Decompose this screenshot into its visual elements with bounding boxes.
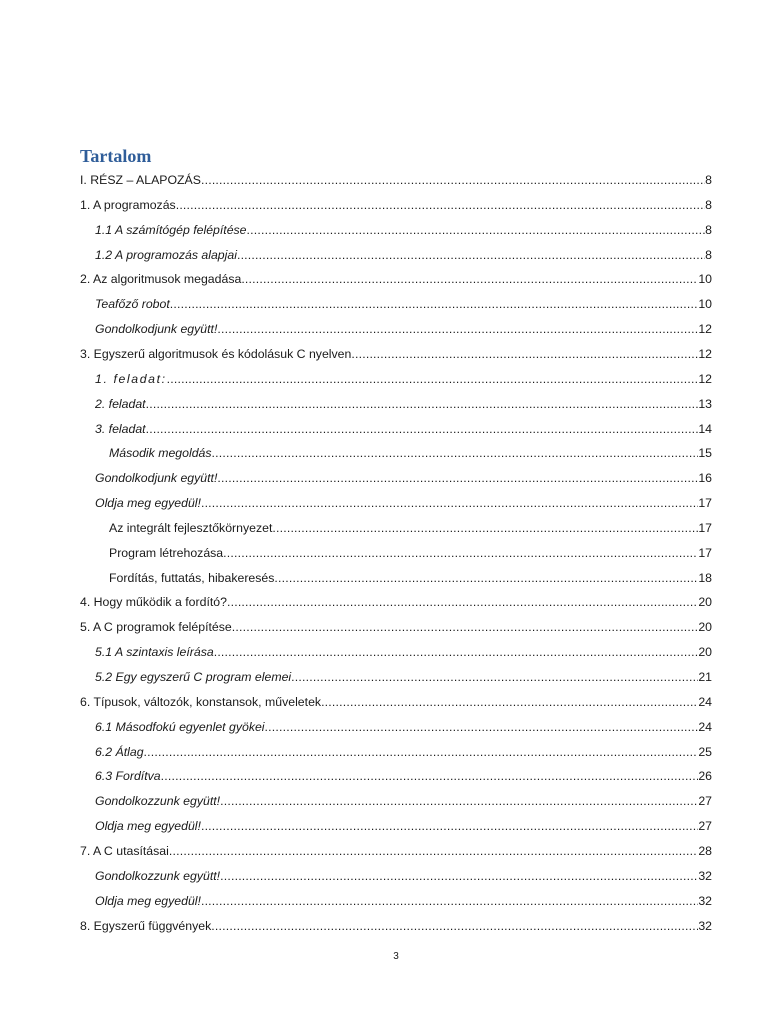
toc-entry-page: 20 (698, 620, 712, 635)
toc-entry-label: 5. A C programok felépítése (80, 620, 232, 635)
toc-entry-page: 8 (705, 173, 712, 187)
toc-dot-leader (212, 445, 699, 461)
toc-entry[interactable] (95, 243, 712, 263)
toc-entry-page: 27 (698, 794, 712, 809)
toc-entry[interactable] (80, 590, 712, 610)
toc-entry[interactable] (80, 342, 712, 362)
toc-dot-leader (220, 868, 698, 884)
toc-entry[interactable] (95, 814, 712, 834)
toc-entry[interactable] (109, 441, 712, 461)
toc-entry[interactable] (95, 764, 712, 784)
toc-entry-page: 20 (698, 595, 712, 610)
toc-entry-label: Oldja meg egyedül! (95, 819, 201, 834)
toc-entry-page: 27 (698, 819, 712, 834)
toc-dot-leader (223, 545, 698, 561)
toc-entry[interactable] (95, 789, 712, 809)
toc-entry[interactable] (95, 665, 712, 685)
toc-entry-page: 8 (705, 197, 712, 212)
toc-entry[interactable] (80, 914, 712, 934)
toc-entry-page: 8 (705, 222, 712, 237)
toc-entry[interactable] (95, 715, 712, 735)
toc-entry-page: 17 (698, 496, 712, 511)
toc-dot-leader (217, 470, 698, 486)
toc-entry-label: Fordítás, futtatás, hibakeresés (109, 570, 275, 585)
toc-dot-leader (265, 719, 699, 735)
toc-dot-leader (232, 619, 699, 635)
toc-entry-page: 25 (698, 744, 712, 759)
toc-entry-page: 32 (698, 918, 712, 933)
toc-entry-label: 6. Típusok, változók, konstansok, műveletek (80, 694, 322, 709)
toc-dot-leader (161, 768, 699, 784)
toc-dot-leader (211, 918, 698, 934)
toc-entry[interactable] (95, 491, 712, 511)
toc-dot-leader (144, 744, 699, 760)
toc-entry-label: 3. Egyszerű algoritmusok és kódolásuk C nyelven (80, 346, 352, 361)
toc-entry[interactable] (80, 168, 712, 188)
toc-entry-label: 1.1 A számítógép felépítése (95, 222, 247, 237)
toc-entry-page: 15 (698, 446, 712, 461)
toc-entry-page: 12 (698, 346, 712, 361)
toc-entry-label: 2. feladat (95, 396, 146, 411)
toc-entry-page: 18 (698, 570, 712, 585)
toc-entry[interactable] (80, 267, 712, 287)
toc-dot-leader (220, 793, 698, 809)
toc-entry-label: Gondolkozzunk együtt! (95, 868, 221, 883)
toc-dot-leader (214, 644, 699, 660)
toc-dot-leader (146, 396, 699, 412)
toc-dot-leader (321, 694, 698, 710)
toc-entry-page: 32 (698, 893, 712, 908)
toc-entry[interactable] (95, 218, 712, 238)
toc-entry-page: 14 (698, 421, 712, 436)
toc-entry-label: Teafőző robot (95, 297, 170, 312)
toc-entry-page: 32 (698, 868, 712, 883)
toc-entry[interactable] (109, 516, 712, 536)
toc-entry-label: 3. feladat (95, 421, 146, 436)
toc-entry-page: 24 (698, 694, 712, 709)
toc-dot-leader (201, 172, 705, 188)
toc-dot-leader (201, 495, 698, 511)
toc-dot-leader (201, 893, 698, 909)
toc-entry[interactable] (95, 640, 712, 660)
toc-entry-label: Gondolkozzunk együtt! (95, 794, 221, 809)
toc-entry-page: 20 (698, 645, 712, 660)
toc-dot-leader (247, 222, 706, 238)
page-number: 3 (393, 951, 399, 962)
toc-entry-page: 10 (698, 272, 712, 287)
toc-dot-leader (146, 421, 699, 437)
toc-entry-label: Gondolkodjunk együtt! (95, 322, 218, 337)
toc-entry-label: 6.3 Fordítva (95, 769, 161, 784)
toc-dot-leader (227, 594, 698, 610)
toc-entry-label: 5.1 A szintaxis leírása (95, 645, 214, 660)
toc-entry-label: Gondolkodjunk együtt! (95, 471, 218, 486)
toc-entry[interactable] (80, 690, 712, 710)
toc-dot-leader (201, 818, 698, 834)
toc-entry[interactable] (95, 864, 712, 884)
toc-entry-page: 28 (698, 843, 712, 858)
toc-entry[interactable] (95, 740, 712, 760)
toc-entry-label: Oldja meg egyedül! (95, 893, 201, 908)
toc-entry[interactable] (95, 367, 712, 387)
toc-entry-page: 17 (698, 520, 712, 535)
toc-entry-page: 12 (698, 322, 712, 337)
toc-dot-leader (169, 843, 698, 859)
toc-entry-label: I. RÉSZ – ALAPOZÁS (80, 173, 201, 187)
toc-entry[interactable] (80, 615, 712, 635)
toc-entry[interactable] (95, 317, 712, 337)
toc-entry-label: 1.2 A programozás alapjai (95, 247, 237, 262)
toc-entry-label: Program létrehozása (109, 545, 224, 560)
toc-entry[interactable] (95, 466, 712, 486)
toc-entry[interactable] (95, 889, 712, 909)
toc-entry-page: 10 (698, 297, 712, 312)
toc-entry-label: 8. Egyszerű függvények (80, 918, 212, 933)
toc-entry-page: 24 (698, 719, 712, 734)
toc-dot-leader (351, 346, 698, 362)
toc-entry-page: 8 (705, 247, 712, 262)
toc-entry-label: 5.2 Egy egyszerű C program elemei (95, 670, 292, 684)
toc-dot-leader (170, 296, 699, 312)
toc-dot-leader (241, 271, 698, 287)
toc-entry-page: 21 (698, 670, 712, 684)
toc-entry-page: 26 (698, 769, 712, 784)
toc-dot-leader (237, 247, 705, 263)
toc-dot-leader (274, 570, 698, 586)
toc-entry[interactable] (109, 541, 712, 561)
toc-entry-page: 13 (698, 396, 712, 411)
toc-entry-label: 7. A C utasításai (80, 843, 169, 858)
toc-dot-leader (167, 371, 699, 387)
toc-entry[interactable] (95, 417, 712, 437)
toc-entry[interactable] (80, 193, 712, 213)
toc-dot-leader (217, 321, 698, 337)
toc-entry-label: 1. A programozás (80, 197, 176, 212)
toc-entry-label: Az integrált fejlesztőkörnyezet (109, 520, 273, 535)
toc-entry-label: 4. Hogy működik a fordító? (80, 595, 227, 610)
toc-entry[interactable] (95, 292, 712, 312)
toc-entry-label: 2. Az algoritmusok megadása (80, 272, 242, 287)
toc-entry-label: 6.2 Átlag (95, 744, 144, 759)
toc-entry[interactable] (80, 839, 712, 859)
toc-entry-page: 16 (698, 471, 712, 486)
toc-entry-page: 17 (698, 545, 712, 560)
toc-heading: Tartalom (80, 146, 152, 166)
toc-entry[interactable] (109, 566, 712, 586)
toc-dot-leader (272, 520, 698, 536)
toc-entry-page: 12 (698, 371, 712, 386)
toc-entry[interactable] (95, 392, 712, 412)
toc-dot-leader (176, 197, 705, 213)
toc-entry-label: 1. feladat: (95, 371, 167, 386)
toc-entry-label: Második megoldás (109, 446, 212, 461)
toc-entry-label: 6.1 Másodfokú egyenlet gyökei (95, 719, 265, 734)
toc-dot-leader (291, 669, 698, 685)
toc-entry-label: Oldja meg egyedül! (95, 496, 201, 511)
